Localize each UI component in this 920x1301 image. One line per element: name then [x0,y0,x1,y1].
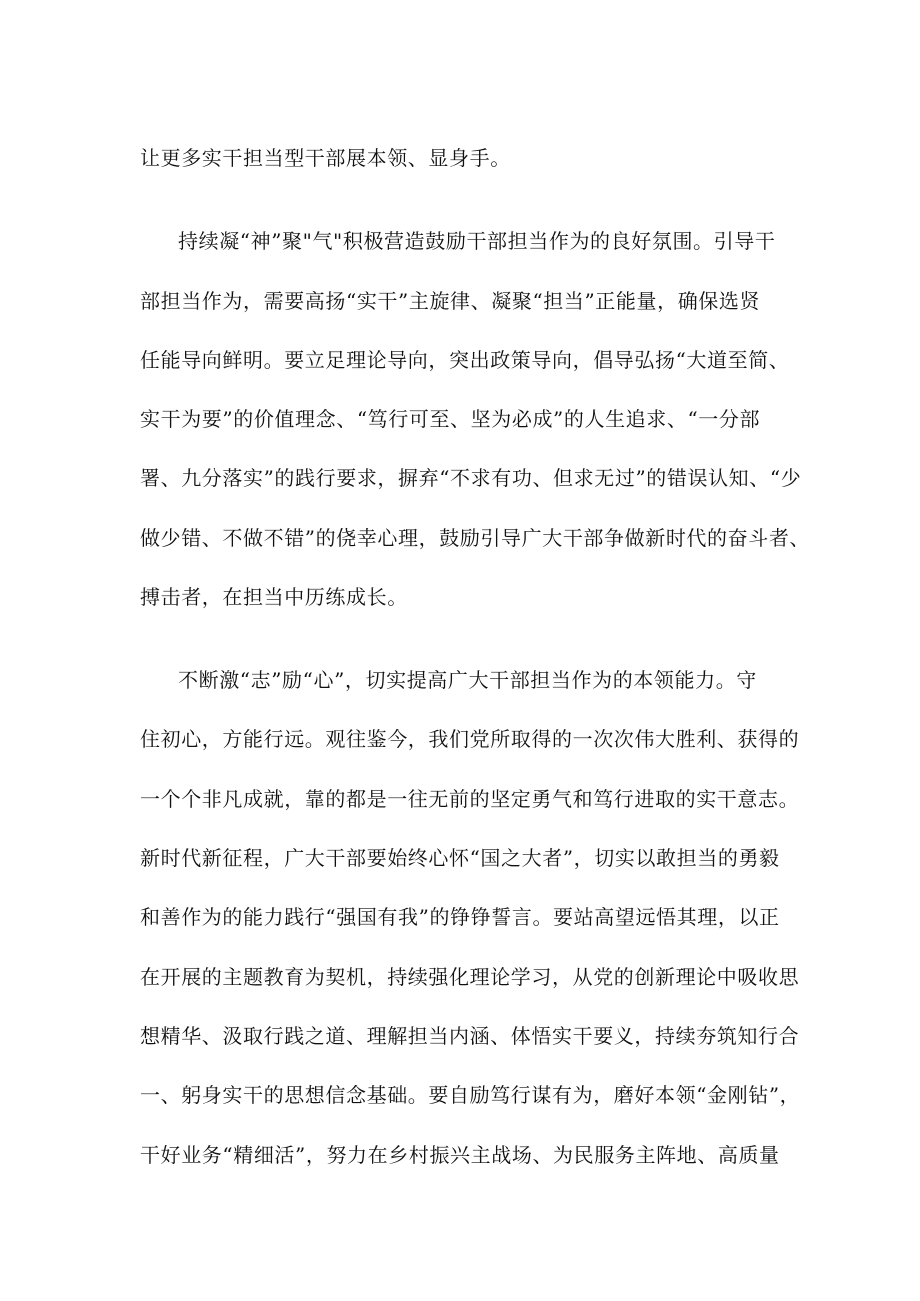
paragraph-2-line-6: 做少错、不做不错”的侥幸心理，鼓励引导广大干部争做新时代的奋斗者、 [140,526,811,550]
paragraph-1-line-1: 让更多实干担当型干部展本领、显身手。 [140,146,511,170]
paragraph-3-line-4: 新时代新征程，广大干部要始终心怀“国之大者”，切实以敢担当的勇毅 [140,846,780,870]
paragraph-2-line-3: 任能导向鲜明。要立足理论导向，突出政策导向，倡导弘扬“大道至简、 [140,348,790,372]
paragraph-3-line-9: 干好业务“精细活”，努力在乡村振兴主战场、为民服务主阵地、高质量 [140,1143,780,1167]
paragraph-3-line-2: 住初心，方能行远。观往鉴今，我们党所取得的一次次伟大胜利、获得的 [140,727,800,751]
paragraph-3-line-6: 在开展的主题教育为契机，持续强化理论学习，从党的创新理论中吸收思 [140,965,800,989]
paragraph-2-line-4: 实干为要”的价值理念、“笃行可至、坚为必成”的人生追求、“一分部 [140,407,761,431]
paragraph-2-line-7: 搏击者，在担当中历练成长。 [140,585,408,609]
paragraph-3-line-1: 不断激“志”励“心”，切实提高广大干部担当作为的本领能力。守 [178,668,757,692]
paragraph-2-line-5: 署、九分落实”的践行要求，摒弃“不求有功、但求无过”的错误认知、“少 [140,466,802,490]
paragraph-2-line-1: 持续凝“神”聚"气"积极营造鼓励干部担当作为的良好氛围。引导干 [178,229,776,253]
paragraph-3-line-5: 和善作为的能力践行“强国有我”的铮铮誓言。要站高望远悟其理，以正 [140,905,780,929]
paragraph-2-line-2: 部担当作为，需要高扬“实干”主旋律、凝聚“担当”正能量，确保选贤 [140,289,761,313]
paragraph-3-line-3: 一个个非凡成就，靠的都是一往无前的坚定勇气和笃行进取的实干意志。 [140,787,800,811]
paragraph-3-line-8: 一、躬身实干的思想信念基础。要自励笃行谋有为，磨好本领“金刚钻”， [140,1083,801,1107]
paragraph-3-line-7: 想精华、汲取行践之道、理解担当内涵、体悟实干要义，持续夯筑知行合 [140,1024,800,1048]
